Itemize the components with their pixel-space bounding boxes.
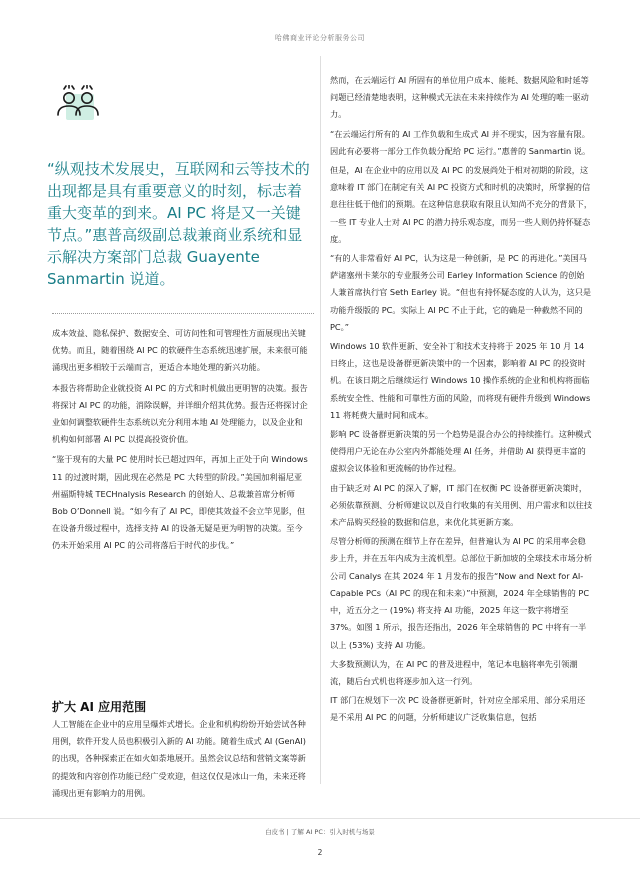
paragraph: “在云端运行所有的 AI 工作负载和生成式 AI 并不现实，因为容量有限。因此有必要将一部分工作负载分配给 PC 运行。”惠普的 Sanmartin 说。	[330, 128, 591, 156]
paragraph: 影响 PC 设备群更新决策的另一个趋势是混合办公的持续推行。这种模式使得用户无论在办公室内外都能处理 AI 任务，并借助 AI 获得更丰富的虚拟会议体验和更流畅的协作过程。	[330, 429, 592, 474]
paragraph: 但是，AI 在企业中的应用以及 AI PC 的发展尚处于相对初期的阶段，这意味着 IT 部门在制定有关 AI PC 投资方式和时机的决策时，所掌握的信息往往低于他们的预期。在这种信息获取有限且认知尚不充分的背景下，一些 IT 专业人士对 AI PC 的潜力持乐观态度，而另一些人则仍持怀疑态度。	[330, 165, 593, 244]
paragraph: Windows 10 软件更新、安全补丁和技术支持将于 2025 年 10 月 14 日终止，这也是设备群更新决策中的一个因素，影响着 AI PC 的投资时机。在该日期之后继续运行 Windows 10 操作系统的企业和机构将面临系统安全性、性能和可靠性方面的风险，而将现有硬件升级到 Windows 11 将耗费大量时间和成本。	[330, 341, 591, 420]
paragraph: 尽管分析师的预测在细节上存在差异，但普遍认为 AI PC 的采用率会稳步上升，并在五年内成为主流机型。总部位于新加坡的全球技术市场分析公司 Canalys 在其 2024 年 1 月发布的报告“Now and Next for AI-Capable PCs（AI PC 的现在和未来）”中预测，2024 年全球销售的 PC 中，近五分之一 (19%) 将支持 AI 功能，2025 年这一数字将增至 37%。如图 1 所示，报告还指出，2026 年全球销售的 PC 中将有一半以上 (53%) 支持 AI 功能。	[330, 536, 593, 650]
section-heading: 扩大 AI 应用范围	[52, 700, 147, 714]
paragraph: “有的人非常看好 AI PC，认为这是一种创新，是 PC 的再进化。”美国马萨诸塞州卡莱尔的专业服务公司 Earley Information Science 的创始人兼首席执行官 Seth Earley 说。“但也有持怀疑态度的人认为，这只是功能升级版的 PC。实际上 AI PC 不止于此，它的确是一种截然不同的 PC。”	[330, 253, 592, 332]
right-column	[330, 72, 592, 729]
column-divider	[320, 56, 321, 784]
paragraph: 成本效益、隐私保护、数据安全、可访问性和可管理性方面展现出关键优势。而且，随着围绕 AI PC 的软硬件生态系统迅速扩展，未来很可能涌现出更多相较于云端而言，更适合本地处理的新兴功能。	[52, 328, 308, 373]
paragraph: “鉴于现有的大量 PC 使用时长已超过四年，再加上正处于向 Windows 11 的过渡时期，因此现在必然是 PC 大转型的阶段。”美国加利福尼亚州福斯特城 TECHnalysis Research 的创始人、总裁兼首席分析师 Bob O’Donnell 说。“如今有了 AI PC，即使其效益不会立竿见影，但在设备升级过程中，选择支持 AI 的设备无疑是更为明智的决策。至今仍未开始采用 AI PC 的公司将落后于时代的步伐。”	[52, 454, 308, 551]
paragraph: 然而，在云端运行 AI 所固有的单位用户成本、能耗、数据风险和时延等问题已经清楚地表明，这种模式无法在未来持续作为 AI 处理的唯一驱动力。	[330, 75, 589, 120]
dotted-separator	[52, 313, 314, 314]
paragraph: 本报告将帮助企业就投资 AI PC 的方式和时机做出更明智的决策。报告将探讨 AI PC 的功能，消除误解，并详细介绍其优势。报告还将探讨企业如何调整软硬件生态系统以充分利用本地 AI 处理能力，以及企业和机构如何部署 AI PC 以提高投资价值。	[52, 382, 308, 445]
people-icon	[52, 85, 104, 121]
publisher-header: 哈佛商业评论分析服务公司	[275, 34, 365, 42]
paragraph: 大多数预测认为，在 AI PC 的普及进程中，笔记本电脑将率先引领潮流，随后台式机也将逐步加入这一行列。	[330, 658, 578, 686]
left-column-section	[52, 716, 310, 802]
footer-title: 白皮书 | 了解 AI PC：引入时机与场景	[265, 828, 375, 836]
page-number: 2	[317, 848, 323, 857]
left-column	[52, 325, 310, 558]
paragraph: 由于缺乏对 AI PC 的深入了解，IT 部门在权衡 PC 设备群更新决策时，必须依靠预测、分析师建议以及自行收集的有关用例、用户需求和以往技术产品购买经验的数据和信息，来优化其更新方案。	[330, 482, 593, 528]
paragraph: IT 部门在规划下一次 PC 设备群更新时，针对应全部采用、部分采用还是不采用 AI PC 的问题，分析师建议广泛收集信息，包括	[330, 695, 586, 723]
footer-divider	[0, 818, 640, 819]
pull-quote: “纵观技术发展史，互联网和云等技术的出现都是具有重要意义的时刻，标志着重大变革的到来。AI PC 将是又一关键节点。”惠普高级副总裁兼商业系统和显示解决方案部门总裁 Guayente Sanmartin 说道。	[47, 160, 310, 288]
paragraph: 人工智能在企业中的应用呈爆炸式增长。企业和机构纷纷开始尝试各种用例，软件开发人员也积极引入新的 AI 功能。随着生成式 AI (GenAI) 的出现，各种探索正在如火如荼地展开。虽然会议总结和营销文案等新的提效和内容创作功能已经广受欢迎，但这仅仅是冰山一角，未来还将涌现出更有影响力的用例。	[52, 719, 306, 798]
